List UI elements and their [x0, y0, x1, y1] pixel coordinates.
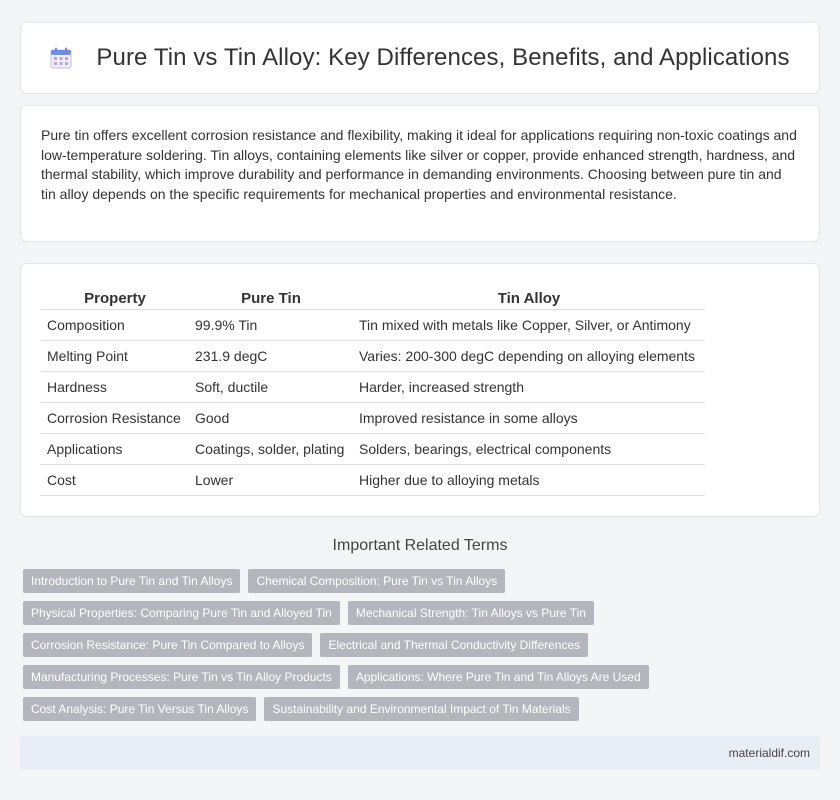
related-tag[interactable]: Corrosion Resistance: Pure Tin Compared to Alloys: [23, 633, 312, 657]
cell-pure-tin: Coatings, solder, plating: [189, 434, 353, 465]
cell-tin-alloy: Varies: 200-300 degC depending on alloying elements: [353, 341, 705, 372]
cell-property: Corrosion Resistance: [41, 403, 189, 434]
tag-row: [23, 633, 823, 657]
intro-paragraph: Pure tin offers excellent corrosion resistance and flexibility, making it ideal for applications requiring non-toxic coatings and low-temperature soldering. Tin alloys, containing elements like silver or copper, provide enhanced strength, hardness, and thermal stability, which improve durability and performance in demanding environments. Choosing between pure tin and tin alloy depends on the specific requirements for mechanical properties and environmental resistance.: [41, 127, 797, 202]
cell-pure-tin: Lower: [189, 465, 353, 496]
cell-property: Composition: [41, 310, 189, 341]
related-tag[interactable]: Electrical and Thermal Conductivity Differences: [320, 633, 588, 657]
cell-tin-alloy: Tin mixed with metals like Copper, Silver, or Antimony: [353, 310, 705, 341]
table-header-row: [41, 286, 705, 310]
tag-row: [23, 601, 823, 625]
table-row: [41, 434, 705, 465]
table-row: [41, 341, 705, 372]
cell-pure-tin: 99.9% Tin: [189, 310, 353, 341]
cell-tin-alloy: Improved resistance in some alloys: [353, 403, 705, 434]
cell-property: Applications: [41, 434, 189, 465]
related-terms-title: Important Related Terms: [332, 537, 508, 554]
related-tag[interactable]: Introduction to Pure Tin and Tin Alloys: [23, 569, 240, 593]
cell-tin-alloy: Harder, increased strength: [353, 372, 705, 403]
comparison-table: [41, 286, 705, 496]
cell-tin-alloy: Higher due to alloying metals: [353, 465, 705, 496]
header-property: Property: [41, 286, 189, 310]
footer: [20, 736, 820, 770]
cell-property: Cost: [41, 465, 189, 496]
header-card: [20, 22, 820, 94]
intro-card: [20, 105, 820, 242]
table-row: [41, 372, 705, 403]
related-tags: [23, 569, 823, 729]
tag-row: [23, 697, 823, 721]
cell-pure-tin: 231.9 degC: [189, 341, 353, 372]
related-tag[interactable]: Manufacturing Processes: Pure Tin vs Tin Alloy Products: [23, 665, 340, 689]
cell-tin-alloy: Solders, bearings, electrical components: [353, 434, 705, 465]
table-row: [41, 465, 705, 496]
tag-row: [23, 665, 823, 689]
related-tag[interactable]: Physical Properties: Comparing Pure Tin and Alloyed Tin: [23, 601, 340, 625]
related-tag[interactable]: Sustainability and Environmental Impact of Tin Materials: [264, 697, 578, 721]
cell-pure-tin: Good: [189, 403, 353, 434]
title-wrap: [50, 44, 789, 72]
cell-pure-tin: Soft, ductile: [189, 372, 353, 403]
tag-row: [23, 569, 823, 593]
header-pure-tin: Pure Tin: [189, 286, 353, 310]
related-tag[interactable]: Cost Analysis: Pure Tin Versus Tin Alloys: [23, 697, 256, 721]
cell-property: Melting Point: [41, 341, 189, 372]
page-title: Pure Tin vs Tin Alloy: Key Differences, Benefits, and Applications: [96, 44, 790, 71]
related-tag[interactable]: Chemical Composition: Pure Tin vs Tin Alloys: [248, 569, 505, 593]
table-row: [41, 310, 705, 341]
calendar-icon: [50, 47, 72, 69]
table-card: [20, 263, 820, 517]
header-tin-alloy: Tin Alloy: [353, 286, 705, 310]
related-tag[interactable]: Applications: Where Pure Tin and Tin Alloys Are Used: [348, 665, 649, 689]
footer-site[interactable]: materialdif.com: [728, 746, 810, 760]
cell-property: Hardness: [41, 372, 189, 403]
related-tag[interactable]: Mechanical Strength: Tin Alloys vs Pure Tin: [348, 601, 594, 625]
table-row: [41, 403, 705, 434]
